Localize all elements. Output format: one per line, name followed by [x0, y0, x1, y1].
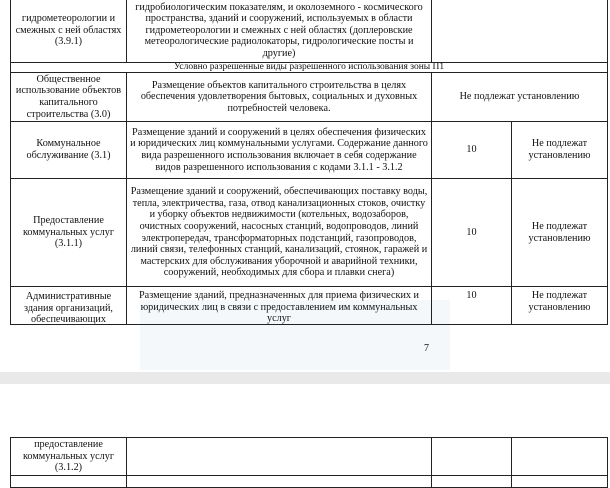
row-name-cell: Коммунальное обслуживание (3.1): [11, 122, 127, 179]
row-name-cell: Общественное использование объектов капитального строительства (3.0): [11, 73, 127, 122]
row-name-cell: Административные здания организаций, обеспечивающих: [11, 287, 127, 325]
row-value-cell: 10: [432, 122, 512, 179]
page-number: 7: [424, 343, 429, 354]
document-page-2: [0, 384, 610, 480]
row-description-cell: Размещение зданий и сооружений, обеспечивающих поставку воды, тепла, электричества, газа, отвод канализационных стоков, очистку и уборку объектов недвижимости (котельных, водозаборов, очистных сооружений, насосных станций, водопроводов, линий электропередач, трансформаторных подстанций, газопроводов, линий связи, телефонных станций, канализаций, стоянок, гаражей и мастерских для обслуживания уборочной и аварийной техники, сооружений, необходимых для сбора и плавки снега): [127, 179, 432, 287]
row-description-cell: Размещение зданий и сооружений в целях обеспечения физических и юридических лиц коммунальными услугами. Содержание данного вида разрешенного использования включает в себя содержание видов разрешенного использования с кодами 3.1.1 - 3.1.2: [127, 122, 432, 179]
row-description-cell: Размещение объектов капитального строительства в целях обеспечения удовлетворения бытовых, социальных и духовных потребностей человека.: [127, 73, 432, 122]
continuation-table: [10, 437, 608, 488]
next-row-cell: [127, 476, 432, 488]
row-description-cell: [127, 438, 432, 476]
row-note-cell: Не подлежат установлению: [512, 179, 608, 287]
section-header: Условно разрешенные виды разрешенного использования зоны П1: [11, 63, 608, 73]
row-name-cell: Предоставление коммунальных услуг (3.1.1): [11, 179, 127, 287]
next-row-cell: [432, 476, 512, 488]
next-row-cell: [11, 476, 127, 488]
row-value-cell: 10: [432, 179, 512, 287]
row-note-cell: [512, 438, 608, 476]
row-note-cell: Не подлежат установлению: [512, 287, 608, 325]
permitted-use-table: [10, 0, 608, 325]
row-name-cell: предоставление коммунальных услуг (3.1.2): [11, 438, 127, 476]
row-description-cell: гидробиологическим показателям, и околоземного - космического пространства, зданий и сооружений, используемых в области гидрометеорологии и смежных с ней областях (доплеровские метеорологические радиолокаторы, гидрологические посты и другие): [127, 0, 432, 63]
row-value-cell: [432, 438, 512, 476]
row-merged-value-cell: Не подлежат установлению: [432, 73, 608, 122]
row-name-cell: гидрометеорологии и смежных с ней областях (3.9.1): [11, 0, 127, 63]
row-value-cell: 10: [432, 287, 512, 325]
row-description-cell: Размещение зданий, предназначенных для приема физических и юридических лиц в связи с предоставлением им коммунальных услуг: [127, 287, 432, 325]
row-value-cell: [432, 0, 608, 63]
page-separator: [0, 372, 610, 384]
row-note-cell: Не подлежат установлению: [512, 122, 608, 179]
next-row-cell: [512, 476, 608, 488]
